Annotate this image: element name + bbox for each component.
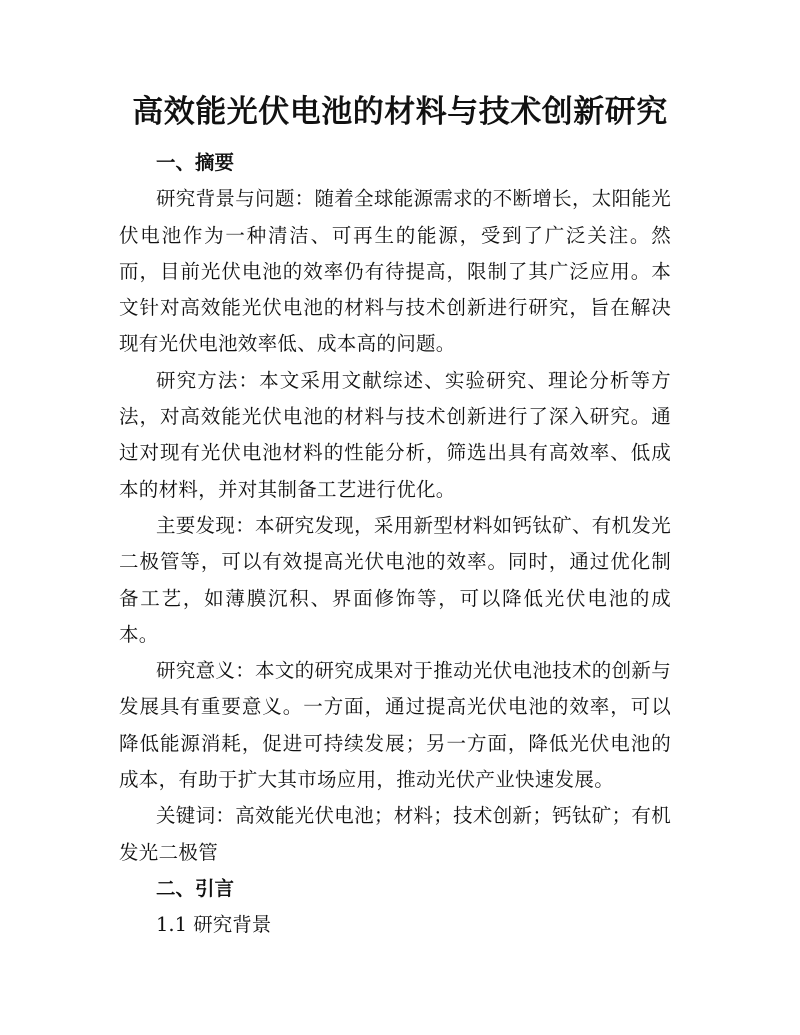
section-heading-introduction: 二、引言 (156, 876, 235, 900)
document-title: 高效能光伏电池的材料与技术创新研究 (132, 94, 668, 130)
keywords-paragraph: 关键词：高效能光伏电池；材料；技术创新；钙钛矿；有机发光二极管 (119, 804, 671, 864)
subsection-heading-background: 1.1 研究背景 (156, 913, 272, 937)
document-body (119, 145, 671, 944)
abstract-findings-paragraph: 主要发现：本研究发现，采用新型材料如钙钛矿、有机发光二极管等，可以有效提高光伏电池的效率。同时，通过优化制备工艺，如薄膜沉积、界面修饰等，可以降低光伏电池的成本。 (119, 513, 671, 646)
abstract-background-paragraph: 研究背景与问题：随着全球能源需求的不断增长，太阳能光伏电池作为一种清洁、可再生的能源，受到了广泛关注。然而，目前光伏电池的效率仍有待提高，限制了其广泛应用。本文针对高效能光伏电池的材料与技术创新进行研究，旨在解决现有光伏电池效率低、成本高的问题。 (119, 187, 671, 356)
section-heading-abstract: 一、摘要 (156, 151, 235, 174)
abstract-method-paragraph: 研究方法：本文采用文献综述、实验研究、理论分析等方法，对高效能光伏电池的材料与技术创新进行了深入研究。通过对现有光伏电池材料的性能分析，筛选出具有高效率、低成本的材料，并对其制备工艺进行优化。 (119, 368, 671, 501)
abstract-significance-paragraph: 研究意义：本文的研究成果对于推动光伏电池技术的创新与发展具有重要意义。一方面，通过提高光伏电池的效率，可以降低能源消耗，促进可持续发展；另一方面，降低光伏电池的成本，有助于扩大其市场应用，推动光伏产业快速发展。 (119, 659, 671, 792)
